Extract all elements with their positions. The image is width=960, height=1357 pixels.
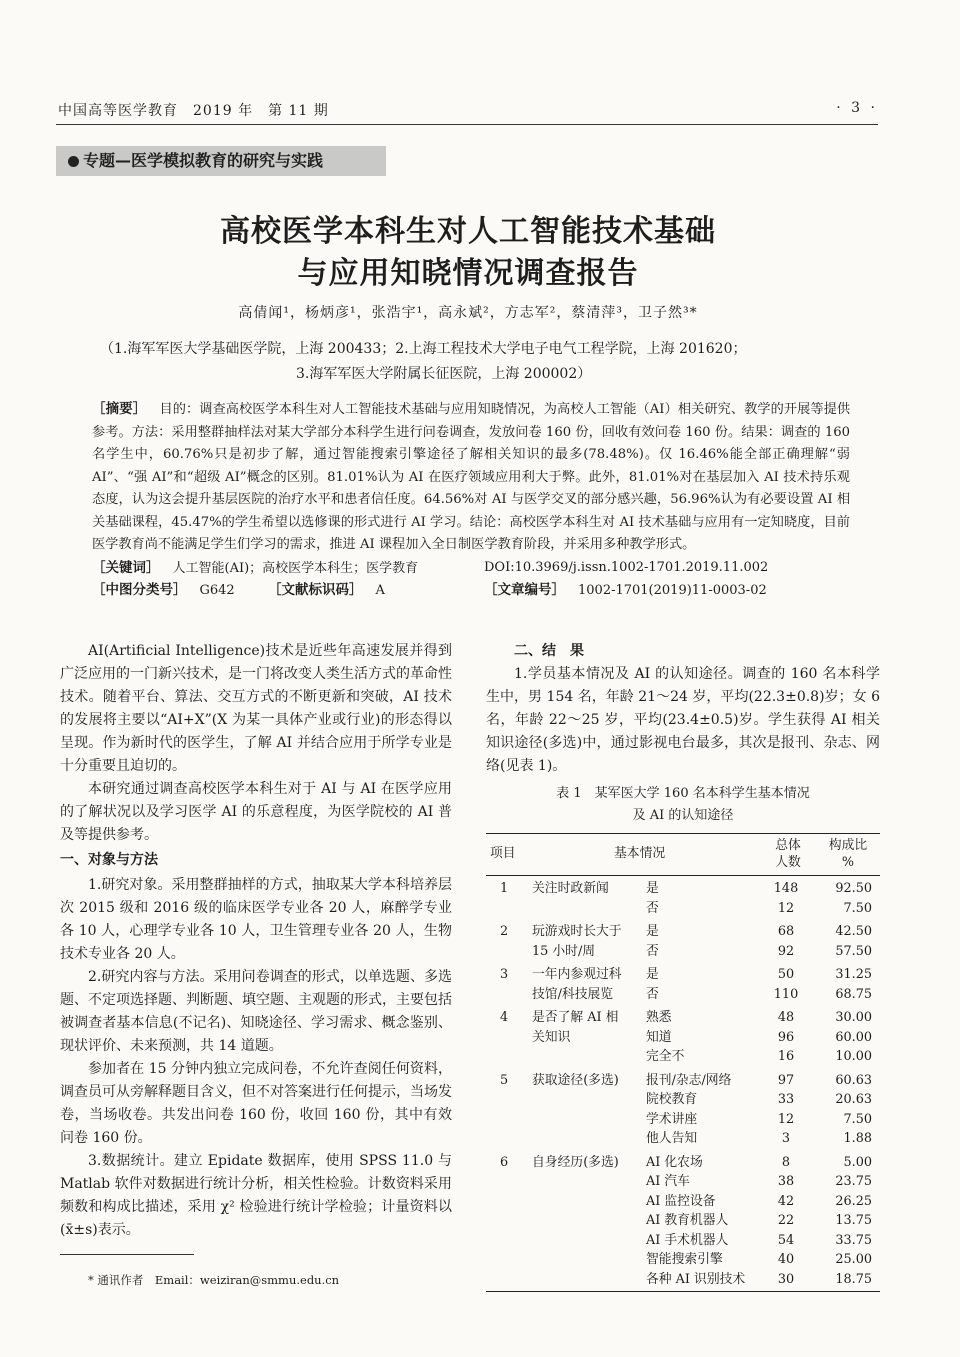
abstract-label: ［摘要］ <box>92 401 147 417</box>
cell-option: 是 <box>646 924 659 939</box>
authors: 高倩闻¹，杨炳彦¹，张浩宇¹，高永斌²，方志军²，蔡清萍³，卫子然³* <box>238 305 698 321</box>
cell-id: 6 <box>500 1154 509 1170</box>
cell-percent: 25.00 <box>835 1252 872 1267</box>
cell-count: 97 <box>777 1072 795 1088</box>
table-header <box>486 835 880 873</box>
cell-count: 50 <box>777 967 795 982</box>
cell-item: 一年内参观过科 <box>532 967 622 982</box>
cell-count: 68 <box>777 924 795 939</box>
keywords-label: ［关键词］ <box>92 559 160 576</box>
article-number-value: 1002-1701(2019)11-0003-02 <box>578 582 767 598</box>
cell-percent: 30.00 <box>835 1010 872 1025</box>
methods-paragraph: 1.研究对象。采用整群抽样的方式，抽取某大学本科培养层次 2015 级和 2016 级的临床医学专业各 20 人，麻醉学专业各 10 人，心理学专业各 10 人，卫生管理专业各 20 人，生物技术专业各 20 人。 <box>60 877 452 962</box>
cell-option: AI 监控设备 <box>646 1193 716 1209</box>
cell-option: 是 <box>646 967 659 982</box>
table-row <box>486 1270 880 1290</box>
keywords-row <box>92 557 850 579</box>
header-total-2: 人数 <box>775 855 801 870</box>
affiliations <box>100 337 860 387</box>
section-heading: 二、结 果 <box>514 643 584 659</box>
table-row <box>486 985 880 1005</box>
cell-percent: 33.75 <box>835 1232 872 1248</box>
cell-count: 54 <box>777 1232 795 1248</box>
cell-option: 各种 AI 识别技术 <box>646 1271 746 1287</box>
right-column <box>486 640 880 778</box>
table-row <box>486 1192 880 1212</box>
cell-percent: 23.75 <box>835 1174 872 1189</box>
table-row <box>486 899 880 919</box>
table-row <box>486 922 880 942</box>
cell-id: 5 <box>500 1072 509 1088</box>
cell-item: 关注时政新闻 <box>532 881 609 896</box>
table-header-rule <box>486 875 880 876</box>
abstract-block <box>92 398 850 601</box>
cell-count: 40 <box>777 1252 795 1267</box>
cell-percent: 31.25 <box>835 967 872 982</box>
footnote: * 通讯作者 Email：weiziran@smmu.edu.cn <box>88 1273 340 1287</box>
cell-count: 96 <box>777 1029 795 1045</box>
cell-option: AI 汽车 <box>646 1174 690 1189</box>
cell-option: 他人告知 <box>646 1131 698 1146</box>
table-row <box>486 1129 880 1149</box>
cell-count: 12 <box>777 1111 795 1127</box>
cell-percent: 10.00 <box>835 1049 872 1064</box>
title-line-2: 与应用知晓情况调查报告 <box>297 256 639 291</box>
header-total-1: 总体 <box>775 838 801 853</box>
cell-id: 1 <box>500 881 509 896</box>
cell-count: 48 <box>777 1010 795 1025</box>
cell-item: 15 小时/周 <box>532 943 596 959</box>
cell-count: 16 <box>777 1049 795 1064</box>
cell-option: AI 化农场 <box>646 1154 703 1170</box>
cell-id: 2 <box>500 924 509 939</box>
cell-percent: 68.75 <box>835 986 872 1002</box>
methods-paragraph: 3.数据统计。建立 Epidate 数据库，使用 SPSS 11.0 与 Matlab 软件对数据进行统计分析，相关性检验。计数资料采用频数和构成比描述，采用 χ² 检验进行统计学检验；计量资料以(x̄±s)表示。 <box>60 1153 452 1238</box>
cell-id: 4 <box>500 1010 509 1025</box>
table-row <box>486 1110 880 1130</box>
footnote-rule <box>60 1254 194 1255</box>
methods-paragraph: 参加者在 15 分钟内独立完成问卷，不允许查阅任何资料，调查员可从旁解释题目含义，但不对答案进行任何提示，当场发卷，当场收卷。共发出问卷 160 份，收回 160 份，其中有效问卷 160 份。 <box>60 1061 452 1146</box>
cell-percent: 60.63 <box>835 1072 872 1088</box>
results-paragraph: 1.学员基本情况及 AI 的认知途径。调查的 160 名本科学生中，男 154 名，年龄 21～24 岁，平均(22.3±0.8)岁；女 6 名，年龄 22～25 岁，平均(23.4±0.5)岁。学生获得 AI 相关知识途径(多选)中，通过影视电台最多，其次是报刊、杂志、网络(见表 1)。 <box>486 666 880 774</box>
cell-count: 92 <box>777 943 795 959</box>
doi: DOI:10.3969/j.issn.1002-1701.2019.11.002 <box>484 559 769 575</box>
journal-header: 中国高等医学教育 2019 年 第 11 期 <box>58 103 329 119</box>
title-line-1: 高校医学本科生对人工智能技术基础 <box>220 214 716 249</box>
doc-code-value: A <box>375 582 385 598</box>
header-rule <box>56 124 878 125</box>
cell-option: 完全不 <box>646 1049 685 1064</box>
bullet-icon <box>68 156 79 167</box>
cell-option: 否 <box>646 900 659 916</box>
cell-count: 22 <box>777 1213 795 1228</box>
header-info: 基本情况 <box>614 846 666 861</box>
cell-percent: 1.88 <box>843 1131 872 1146</box>
table-row <box>486 1008 880 1028</box>
cell-option: AI 手术机器人 <box>646 1232 729 1248</box>
affiliation-line: 3.海军军医大学附属长征医院，上海 200002） <box>296 366 592 382</box>
cell-option: 知道 <box>646 1029 672 1045</box>
cell-option: 否 <box>646 986 659 1002</box>
classification-row <box>92 579 850 601</box>
cell-percent: 57.50 <box>835 943 872 959</box>
table-row <box>486 1153 880 1173</box>
cell-count: 38 <box>777 1174 795 1189</box>
left-column <box>60 640 452 1242</box>
cell-percent: 26.25 <box>835 1193 872 1209</box>
cell-option: 否 <box>646 943 659 959</box>
abstract <box>92 398 850 557</box>
intro-paragraph: AI(Artificial Intelligence)技术是近些年高速发展并得到广泛应用的一门新兴技术，是一门将改变人类生活方式的革命性技术。随着平台、算法、交互方式的不断更新和突破，AI 技术的发展将主要以“AI+X”(X 为某一具体产业或行业)的形态得以呈现。作为新时代的医学生，了解 AI 并结合应用于所学专业是十分重要且迫切的。 <box>60 643 452 774</box>
cell-option: 是 <box>646 881 659 896</box>
article-number-label: ［文章编号］ <box>484 581 565 598</box>
cell-percent: 7.50 <box>843 1111 872 1127</box>
cell-item: 技馆/科技展览 <box>532 986 614 1002</box>
cell-option: 智能搜索引擎 <box>646 1252 723 1267</box>
cell-percent: 7.50 <box>843 900 872 916</box>
cell-option: 报刊/杂志/网络 <box>646 1072 732 1088</box>
cell-option: 学术讲座 <box>646 1111 698 1127</box>
cell-count: 42 <box>777 1193 795 1209</box>
cell-item: 自身经历(多选) <box>532 1154 619 1170</box>
table-caption-line: 表 1 某军医大学 160 名本科学生基本情况 <box>556 786 810 801</box>
table-caption-line: 及 AI 的认知途径 <box>632 808 734 823</box>
cell-percent: 5.00 <box>843 1154 872 1170</box>
intro-paragraph: 本研究通过调查高校医学本科生对于 AI 与 AI 在医学应用的了解状况以及学习医学 AI 的乐意程度，为医学院校的 AI 普及等提供参考。 <box>60 781 452 843</box>
keywords-text: 人工智能(AI)；高校医学本科生；医学教育 <box>172 560 419 576</box>
cell-percent: 20.63 <box>835 1092 872 1107</box>
topic-banner-text: 专题—医学模拟教育的研究与实践 <box>83 151 324 170</box>
table-row <box>486 1047 880 1067</box>
table-row <box>486 1071 880 1091</box>
header-pct-1: 构成比 <box>828 838 868 853</box>
clc-value: G642 <box>199 582 235 598</box>
table-row <box>486 965 880 985</box>
cell-percent: 42.50 <box>835 924 872 939</box>
cell-count: 3 <box>781 1131 791 1146</box>
cell-count: 8 <box>781 1154 791 1170</box>
table-row <box>486 1028 880 1048</box>
page-number: · 3 · <box>836 100 878 116</box>
table-row <box>486 942 880 962</box>
cell-count: 33 <box>777 1092 795 1107</box>
clc-label: ［中图分类号］ <box>92 581 187 598</box>
cell-percent: 18.75 <box>835 1271 872 1287</box>
table-row <box>486 1250 880 1270</box>
cell-id: 3 <box>500 967 509 982</box>
cell-percent: 92.50 <box>835 881 872 896</box>
table-row <box>486 1211 880 1231</box>
methods-paragraph: 2.研究内容与方法。采用问卷调查的形式，以单选题、多选题、不定项选择题、判断题、填空题、主观题的形式，主要包括被调查者基本信息(不记名)、知晓途径、学习需求、概念鉴别、现状评价、未来预测，共 14 道题。 <box>60 969 452 1054</box>
cell-percent: 60.00 <box>835 1029 872 1045</box>
cell-count: 148 <box>773 881 799 896</box>
abstract-text: 目的：调查高校医学本科生对人工智能技术基础与应用知晓情况，为高校人工智能（AI）相关研究、教学的开展等提供参考。方法：采用整群抽样法对某大学部分本科学生进行问卷调查，发放问卷 160 份，回收有效问卷 160 份。结果：调查的 160 名学生中，60.76%只是初步了解，通过智能搜索引擎途径了解相关知识的最多(78.48%)。仅 16.46%能全部正确理解“弱 AI”、“强 AI”和“超级 AI”概念的区别。81.01%认为 AI 在医疗领域应用利大于弊。此外，81.01%对在基层加入 AI 技术持乐观态度，认为这会提升基层医院的治疗水平和患者信任度。64.56%对 AI 与医学交叉的部分感兴趣，56.96%认为有必要设置 AI 相关基础课程，45.47%的学生希望以选修课的形式进行 AI 学习。结论：高校医学本科生对 AI 技术基础与应用有一定知晓度，目前医学教育尚不能满足学生们学习的需求，推进 AI 课程加入全日制医学教育阶段，并采用多种教学形式。 <box>92 402 851 552</box>
table-row <box>486 1090 880 1110</box>
cell-option: 熟悉 <box>646 1010 672 1025</box>
doc-code-label: ［文献标识码］ <box>268 581 363 598</box>
cell-count: 30 <box>777 1271 795 1287</box>
header-id: 项目 <box>490 846 516 861</box>
topic-banner <box>56 146 386 176</box>
affiliation-line: （1.海军军医大学基础医学院，上海 200433；2.上海工程技术大学电子电气工程学院，上海 201620； <box>100 341 747 357</box>
cell-item: 是否了解 AI 相 <box>532 1010 619 1025</box>
cell-item: 玩游戏时长大于 <box>532 924 622 939</box>
header-pct-2: % <box>841 855 855 870</box>
cell-count: 110 <box>773 986 799 1002</box>
cell-percent: 13.75 <box>835 1213 872 1228</box>
cell-option: AI 教育机器人 <box>646 1213 729 1228</box>
cell-count: 12 <box>777 900 795 916</box>
cell-item: 获取途径(多选) <box>532 1072 619 1088</box>
table-row <box>486 1231 880 1251</box>
table-row <box>486 1172 880 1192</box>
table-caption <box>486 783 880 827</box>
cell-option: 院校教育 <box>646 1092 698 1107</box>
section-heading: 一、对象与方法 <box>60 852 158 868</box>
table-top-rule <box>486 833 880 834</box>
cell-item: 关知识 <box>532 1029 571 1045</box>
table-bottom-rule <box>486 1291 880 1292</box>
table-row <box>486 879 880 899</box>
